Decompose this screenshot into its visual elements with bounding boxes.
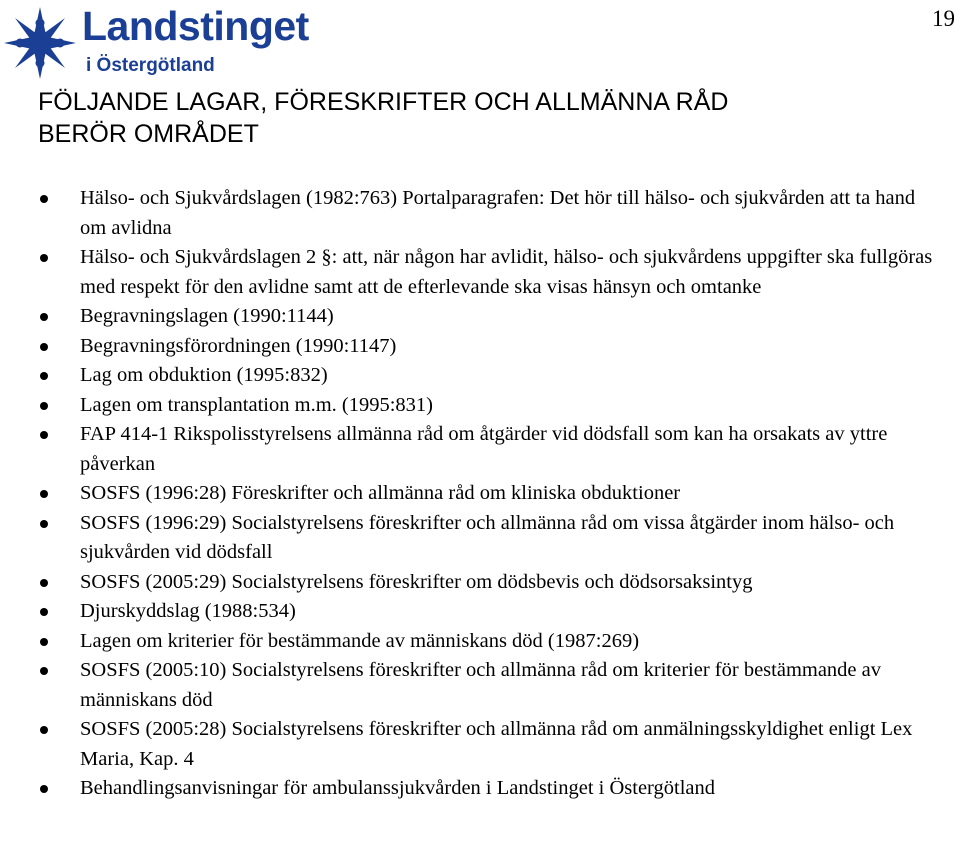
law-list	[80, 184, 940, 804]
logo-name: Landstinget	[82, 3, 309, 49]
list-item	[80, 656, 940, 715]
list-item	[80, 420, 940, 479]
bullet-icon	[40, 313, 48, 321]
bullet-icon	[40, 490, 48, 498]
logo-emblem-icon	[2, 5, 78, 81]
landstinget-logo	[2, 3, 332, 81]
bullet-icon	[40, 638, 48, 646]
bullet-icon	[40, 195, 48, 203]
list-item-text: Begravningsförordningen (1990:1147)	[80, 334, 397, 357]
list-item-text: Djurskyddslag (1988:534)	[80, 600, 296, 622]
list-item	[80, 332, 940, 362]
list-item-text: SOSFS (2005:28) Socialstyrelsens föreskrifter och allmänna råd om anmälningsskyldighet enligt Lex Maria, Kap. 4	[80, 718, 913, 770]
bullet-icon	[40, 372, 48, 380]
heading-line-1: FÖLJANDE LAGAR, FÖRESKRIFTER OCH ALLMÄNNA RÅD	[38, 88, 729, 116]
bullet-icon	[40, 667, 48, 675]
list-item-text: Lag om obduktion (1995:832)	[80, 364, 328, 386]
list-item-text: SOSFS (1996:29) Socialstyrelsens föreskrifter och allmänna råd om vissa åtgärder inom hälso- och sjukvården vid dödsfall	[80, 511, 895, 563]
list-item	[80, 184, 940, 243]
bullet-icon	[40, 785, 48, 793]
heading-line-2: BERÖR OMRÅDET	[38, 120, 259, 148]
bullet-icon	[40, 402, 48, 410]
list-item	[80, 774, 940, 804]
bullet-icon	[40, 608, 48, 616]
bullet-icon	[40, 726, 48, 734]
list-item	[80, 391, 940, 421]
list-item-text: Lagen om kriterier för bestämmande av människans död (1987:269)	[80, 629, 640, 652]
list-item	[80, 243, 940, 302]
list-item	[80, 597, 940, 627]
list-item	[80, 509, 940, 568]
list-item	[80, 627, 940, 657]
list-item-text: SOSFS (1996:28) Föreskrifter och allmänna råd om kliniska obduktioner	[80, 482, 681, 504]
list-item	[80, 361, 940, 391]
bullet-icon	[40, 579, 48, 587]
logo-subtitle: i Östergötland	[86, 55, 215, 76]
page-number: 19	[932, 6, 955, 31]
list-item-text: Hälso- och Sjukvårdslagen 2 §: att, när någon har avlidit, hälso- och sjukvårdens uppgifter ska fullgöras med respekt för den avlidne samt att de efterlevande ska visas hänsyn och omtanke	[80, 246, 933, 298]
list-item-text: SOSFS (2005:29) Socialstyrelsens föreskrifter om dödsbevis och dödsorsaksintyg	[80, 570, 753, 593]
bullet-icon	[40, 520, 48, 528]
list-item-text: Hälso- och Sjukvårdslagen (1982:763) Portalparagrafen: Det hör till hälso- och sjukvården att ta hand om avlidna	[80, 187, 916, 239]
list-item-text: FAP 414-1 Rikspolisstyrelsens allmänna råd om åtgärder vid dödsfall som kan ha orsakats av yttre påverkan	[80, 423, 888, 475]
list-item-text: Begravningslagen (1990:1144)	[80, 305, 334, 327]
list-item-text: Behandlingsanvisningar för ambulanssjukvården i Landstinget i Östergötland	[80, 777, 715, 799]
page-heading	[38, 86, 918, 150]
list-item	[80, 302, 940, 332]
list-item	[80, 568, 940, 598]
list-item-text: SOSFS (2005:10) Socialstyrelsens föreskrifter och allmänna råd om kriterier för bestämmande av människans död	[80, 659, 882, 711]
list-item	[80, 479, 940, 509]
bullet-icon	[40, 343, 48, 351]
bullet-icon	[40, 431, 48, 439]
bullet-icon	[40, 254, 48, 262]
list-item-text: Lagen om transplantation m.m. (1995:831)	[80, 393, 433, 416]
list-item	[80, 715, 940, 774]
